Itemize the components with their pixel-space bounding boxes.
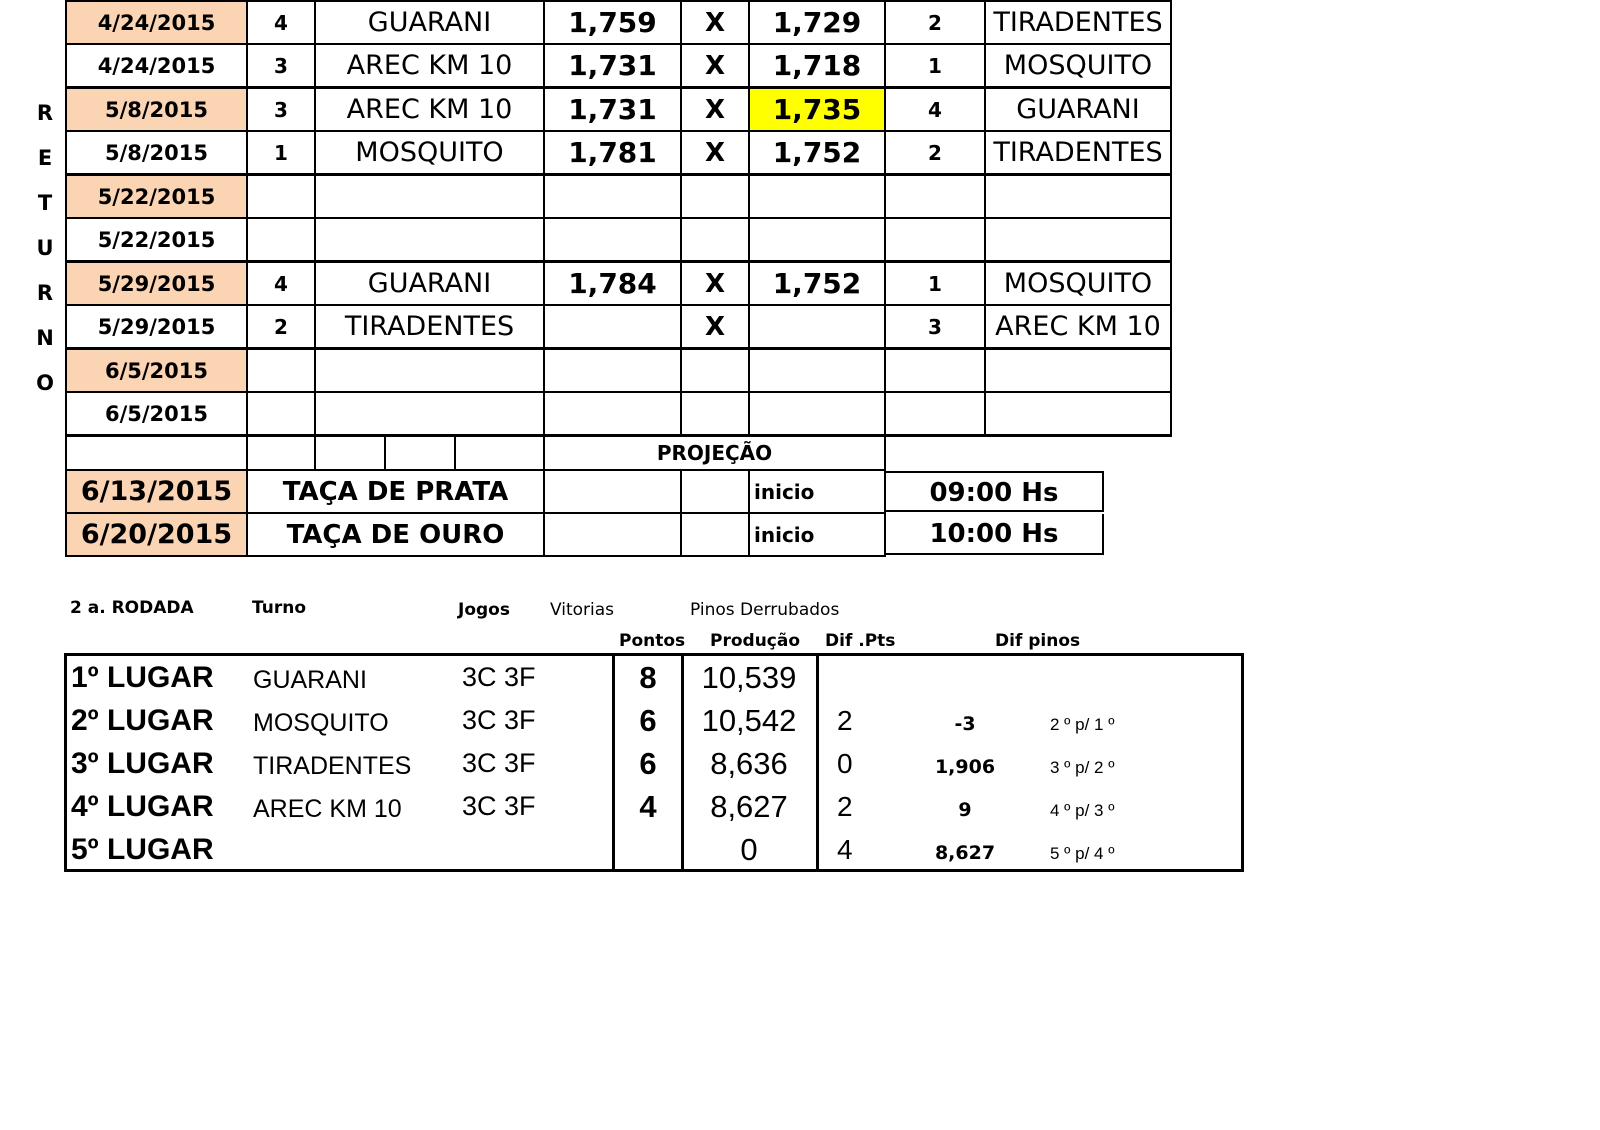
versus-mark [681,218,749,262]
match-date: 5/29/2015 [66,262,247,306]
games-played: 3C 3F [462,748,536,778]
team1-score [544,305,681,349]
team2-score: 1,718 [749,44,885,88]
team2-name [985,218,1171,262]
team2-number [885,349,985,393]
team2-name: TIRADENTES [985,131,1171,175]
team1-number [247,392,315,436]
projection-blank [247,436,315,471]
production-value: 8,636 [710,746,788,781]
team1-number: 1 [247,131,315,175]
team1-score [544,392,681,436]
side-letter: O [36,371,54,395]
cup-blank [681,513,749,556]
games-played: 3C 3F [462,662,536,692]
production-value: 10,539 [701,660,797,695]
comparison-note: 5 º p/ 4 º [1050,844,1115,863]
team1-name: AREC KM 10 [315,88,544,132]
projection-blank [66,436,247,471]
team1-name [315,349,544,393]
games-played: 3C 3F [462,705,536,735]
cup-date: 6/13/2015 [66,470,247,513]
team2-name [985,175,1171,219]
team1-name: AREC KM 10 [315,44,544,88]
side-letter: U [36,236,54,260]
match-date: 6/5/2015 [66,349,247,393]
team1-number [247,218,315,262]
team2-score [749,218,885,262]
match-date: 5/22/2015 [66,218,247,262]
points-value: 6 [639,746,657,781]
match-date: 4/24/2015 [66,44,247,88]
points-value: 6 [639,703,657,738]
team2-score: 1,752 [749,262,885,306]
round-heading: 2 a. RODADA [70,598,194,618]
cup-name: TAÇA DE OURO [247,513,544,556]
team2-score [749,305,885,349]
team1-number: 4 [247,1,315,44]
versus-mark: X [681,1,749,44]
team2-name [985,392,1171,436]
place-label: 4º LUGAR [71,790,214,823]
team1-score [544,349,681,393]
team2-score [749,392,885,436]
dif-pins-value: 8,627 [934,842,996,864]
team1-name [315,218,544,262]
team1-name: GUARANI [315,1,544,44]
dif-pts-value: 0 [837,748,853,779]
pinos-heading: Pinos Derrubados [690,600,840,620]
team-name: GUARANI [253,666,367,694]
production-value: 0 [740,832,758,867]
team2-name [985,349,1171,393]
place-label: 1º LUGAR [71,661,214,694]
schedule-table [65,0,1172,557]
production-value: 10,542 [701,703,797,738]
team2-name: AREC KM 10 [985,305,1171,349]
place-label: 3º LUGAR [71,747,214,780]
comparison-note: 3 º p/ 2 º [1050,758,1115,777]
dif-pts-value: 2 [837,791,853,822]
team2-score [749,175,885,219]
team1-name: TIRADENTES [315,305,544,349]
team1-name: MOSQUITO [315,131,544,175]
team-name: MOSQUITO [253,709,389,737]
team2-number: 1 [885,44,985,88]
cup-start-label: inicio [749,513,885,556]
match-date: 4/24/2015 [66,1,247,44]
team1-score: 1,784 [544,262,681,306]
dif-pins-value: 9 [958,799,972,821]
projection-blank-split [315,436,544,471]
production-value: 8,627 [710,789,788,824]
team1-score [544,175,681,219]
vitorias-heading: Vitorias [550,600,615,620]
comparison-note: 4 º p/ 3 º [1050,801,1115,820]
team2-number [885,218,985,262]
team1-name [315,175,544,219]
team2-name: TIRADENTES [985,1,1171,44]
cup-start-time-box: 09:00 Hs [886,471,1104,512]
dif-pinos-heading: Dif pinos [995,631,1081,651]
team2-score: 1,729 [749,1,885,44]
team1-number [247,349,315,393]
team-name: TIRADENTES [253,752,412,780]
dif-pts-value: 4 [837,834,853,865]
match-date: 5/8/2015 [66,88,247,132]
team1-score: 1,781 [544,131,681,175]
dif-pts-value: 2 [837,705,853,736]
standings-table [64,653,1244,872]
cup-blank [681,470,749,513]
versus-mark [681,175,749,219]
team2-number [885,392,985,436]
team1-number: 4 [247,262,315,306]
returno-vertical-label [30,91,60,406]
team2-score: 1,752 [749,131,885,175]
points-value [615,828,681,871]
turno-heading: Turno [252,598,306,618]
match-date: 6/5/2015 [66,392,247,436]
match-date: 5/8/2015 [66,131,247,175]
cup-blank [544,470,681,513]
team2-number: 2 [885,1,985,44]
versus-mark: X [681,305,749,349]
side-letter: T [37,191,53,215]
versus-mark: X [681,44,749,88]
dif-pins-value: 1,906 [934,756,996,778]
team2-name: GUARANI [985,88,1171,132]
versus-mark: X [681,131,749,175]
versus-mark [681,349,749,393]
versus-mark [681,392,749,436]
producao-heading: Produção [710,631,801,651]
versus-mark: X [681,262,749,306]
team2-number: 4 [885,88,985,132]
side-letter: E [37,146,53,170]
match-date: 5/29/2015 [66,305,247,349]
team2-number: 3 [885,305,985,349]
dif-pts-heading: Dif .Pts [825,631,896,651]
place-label: 5º LUGAR [71,833,214,866]
cup-start-time-box: 10:00 Hs [886,514,1104,555]
team2-number [885,175,985,219]
points-value: 4 [639,789,657,824]
team2-name: MOSQUITO [985,262,1171,306]
team1-number [247,175,315,219]
team1-score: 1,731 [544,44,681,88]
place-label: 2º LUGAR [71,704,214,737]
cup-start-time [885,470,1171,513]
team1-name [315,392,544,436]
team2-score [749,349,885,393]
team1-score: 1,731 [544,88,681,132]
jogos-heading: Jogos [458,600,510,620]
points-value: 8 [639,660,657,695]
projection-label: PROJEÇÃO [544,436,885,471]
team1-score [544,218,681,262]
versus-mark: X [681,88,749,132]
standings-row [67,785,1241,828]
pontos-heading: Pontos [619,631,686,651]
cup-blank [544,513,681,556]
cup-start-time [885,513,1171,556]
team-name: AREC KM 10 [253,795,402,823]
comparison-note: 2 º p/ 1 º [1050,715,1115,734]
team2-number: 2 [885,131,985,175]
cup-start-label: inicio [749,470,885,513]
games-played: 3C 3F [462,791,536,821]
dif-pins-value [927,660,1003,703]
standings-row [67,742,1241,785]
side-letter: R [36,281,54,305]
team1-number: 3 [247,88,315,132]
team1-number: 2 [247,305,315,349]
standings-row [67,828,1241,871]
team1-score: 1,759 [544,1,681,44]
side-letter: R [36,101,54,125]
team2-name: MOSQUITO [985,44,1171,88]
match-date: 5/22/2015 [66,175,247,219]
team2-score-highlighted: 1,735 [749,88,885,132]
side-letter: N [36,326,54,350]
cup-name: TAÇA DE PRATA [247,470,544,513]
cup-date: 6/20/2015 [66,513,247,556]
standings-row [67,656,1241,699]
standings-row [67,699,1241,742]
dif-pins-value: -3 [954,713,976,735]
team1-name: GUARANI [315,262,544,306]
projection-blank-right [885,436,1171,471]
team2-number: 1 [885,262,985,306]
team1-number: 3 [247,44,315,88]
